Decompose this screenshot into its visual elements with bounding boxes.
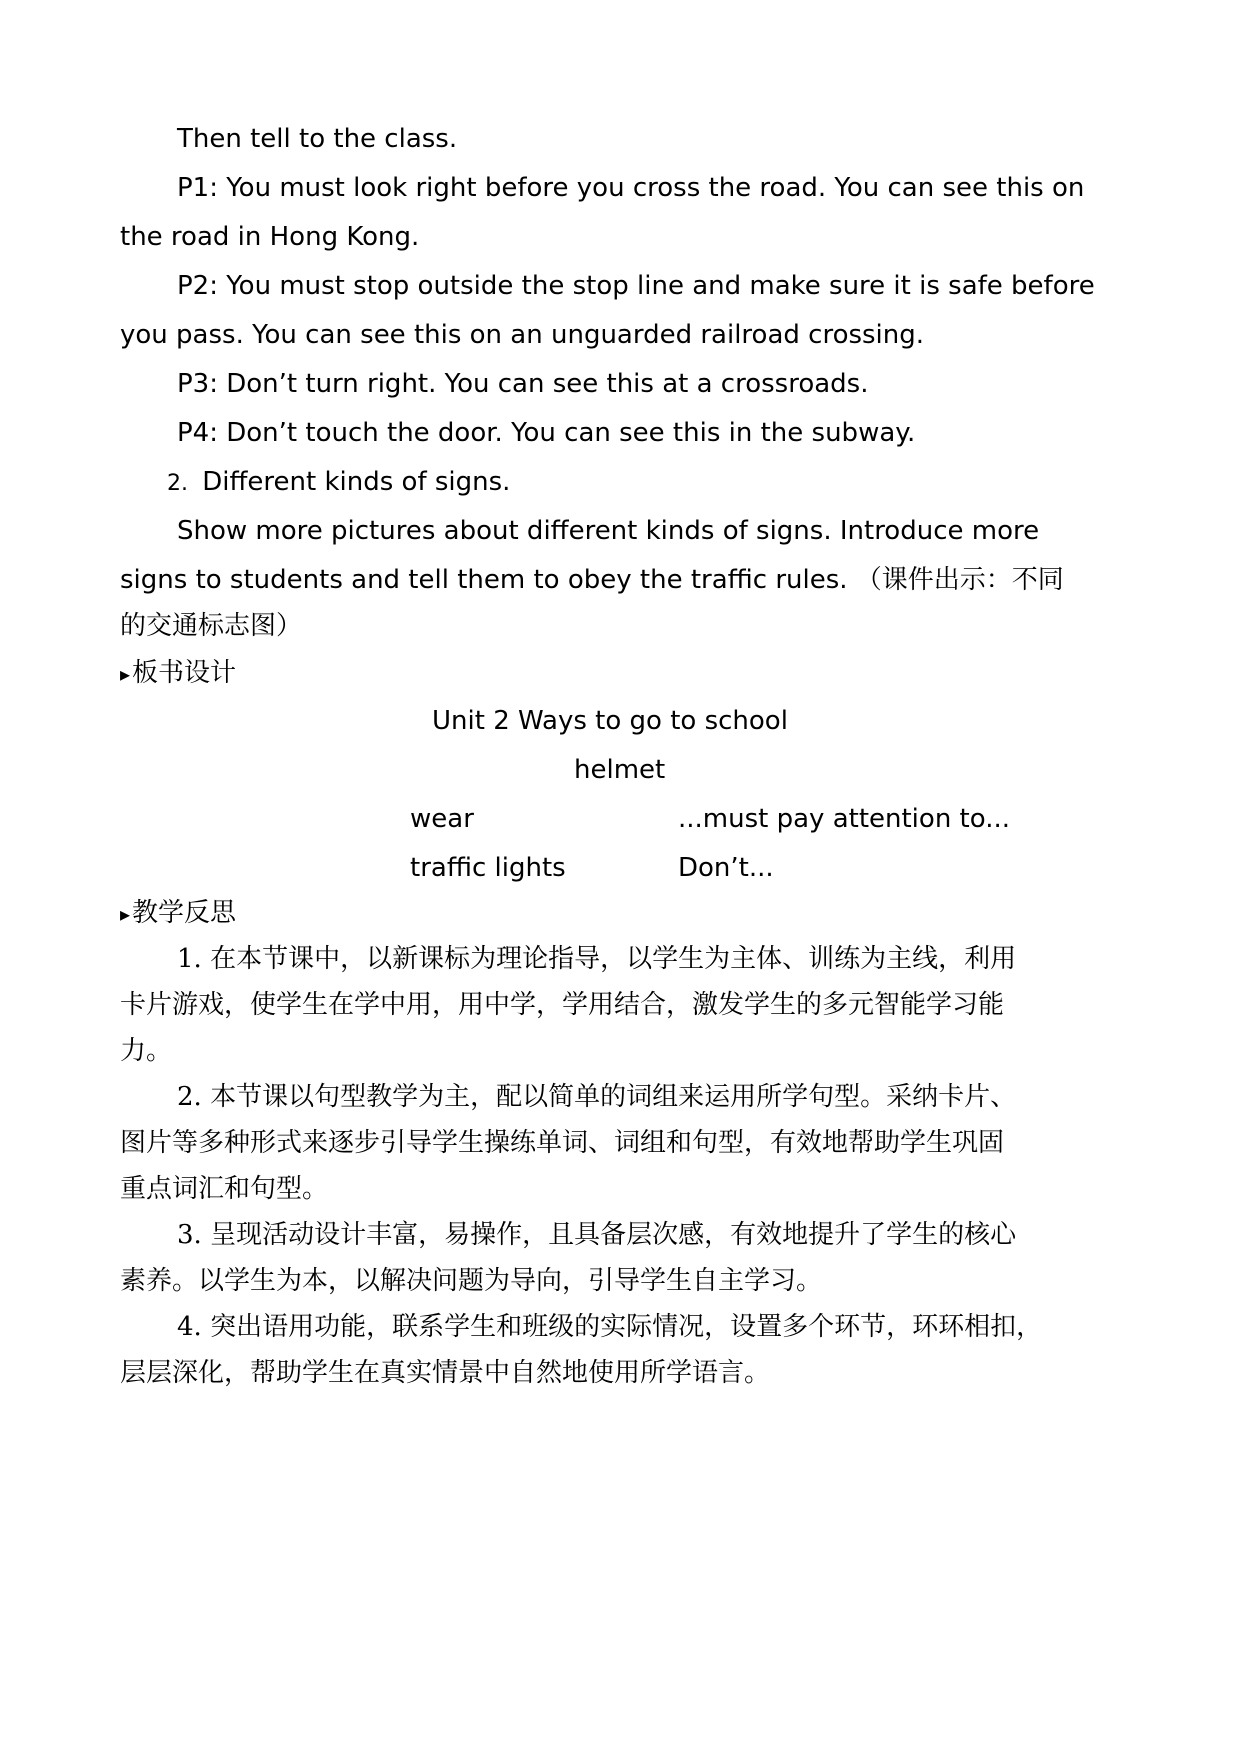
reflection-line: 力。 bbox=[120, 1036, 173, 1066]
board-row1-right: ...must pay attention to... bbox=[678, 804, 1010, 834]
text-line-p2: P2: You must stop outside the stop line and make sure it is safe before bbox=[177, 271, 1095, 301]
text-line-show-more: Show more pictures about different kinds of signs. Introduce more bbox=[177, 516, 1040, 546]
text-line-signs-cont: 的交通标志图） bbox=[120, 611, 303, 641]
text-line-p3: P3: Don’t turn right. You can see this at a crossroads. bbox=[177, 369, 869, 399]
triangle-bullet-icon: ▸ bbox=[120, 662, 131, 686]
text-line-p4: P4: Don’t touch the door. You can see this in the subway. bbox=[177, 418, 916, 448]
reflection-heading bbox=[120, 896, 236, 931]
reflection-line: 4. 突出语用功能，联系学生和班级的实际情况，设置多个环节，环环相扣， bbox=[177, 1312, 1043, 1342]
reflection-heading-text: 教学反思 bbox=[132, 898, 237, 928]
text-line-p2-cont: you pass. You can see this on an unguarded railroad crossing. bbox=[120, 320, 925, 350]
reflection-line: 3. 呈现活动设计丰富，易操作，且具备层次感，有效地提升了学生的核心 bbox=[177, 1220, 1017, 1250]
text-line-p1-cont: the road in Hong Kong. bbox=[120, 222, 420, 252]
board-design-heading-text: 板书设计 bbox=[132, 658, 237, 688]
reflection-line: 重点词汇和句型。 bbox=[120, 1174, 329, 1204]
board-title: Unit 2 Ways to go to school bbox=[432, 706, 788, 736]
text-line-then-tell: Then tell to the class. bbox=[177, 124, 458, 154]
board-word-helmet: helmet bbox=[574, 755, 666, 785]
item-2-title: Different kinds of signs. bbox=[202, 467, 511, 497]
reflection-line: 素养。以学生为本，以解决问题为导向，引导学生自主学习。 bbox=[120, 1266, 823, 1296]
reflection-line: 层层深化，帮助学生在真实情景中自然地使用所学语言。 bbox=[120, 1358, 771, 1388]
board-row2-right: Don’t... bbox=[678, 853, 774, 883]
text-line-signs: signs to students and tell them to obey the traffic rules. （课件出示：不同 bbox=[120, 565, 1064, 595]
triangle-bullet-icon: ▸ bbox=[120, 902, 131, 926]
item-2-number: 2. bbox=[167, 471, 188, 496]
reflection-line: 卡片游戏，使学生在学中用，用中学，学用结合，激发学生的多元智能学习能 bbox=[120, 990, 1005, 1020]
board-design-heading bbox=[120, 656, 236, 691]
board-row1-left: wear bbox=[410, 804, 474, 834]
text-line-p1: P1: You must look right before you cross the road. You can see this on bbox=[177, 173, 1085, 203]
item-2-heading bbox=[167, 465, 510, 501]
reflection-line: 1. 在本节课中，以新课标为理论指导，以学生为主体、训练为主线，利用 bbox=[177, 944, 1017, 974]
reflection-line: 图片等多种形式来逐步引导学生操练单词、词组和句型，有效地帮助学生巩固 bbox=[120, 1128, 1005, 1158]
reflection-line: 2. 本节课以句型教学为主，配以简单的词组来运用所学句型。采纳卡片、 bbox=[177, 1082, 1017, 1112]
board-row2-left: traffic lights bbox=[410, 853, 566, 883]
